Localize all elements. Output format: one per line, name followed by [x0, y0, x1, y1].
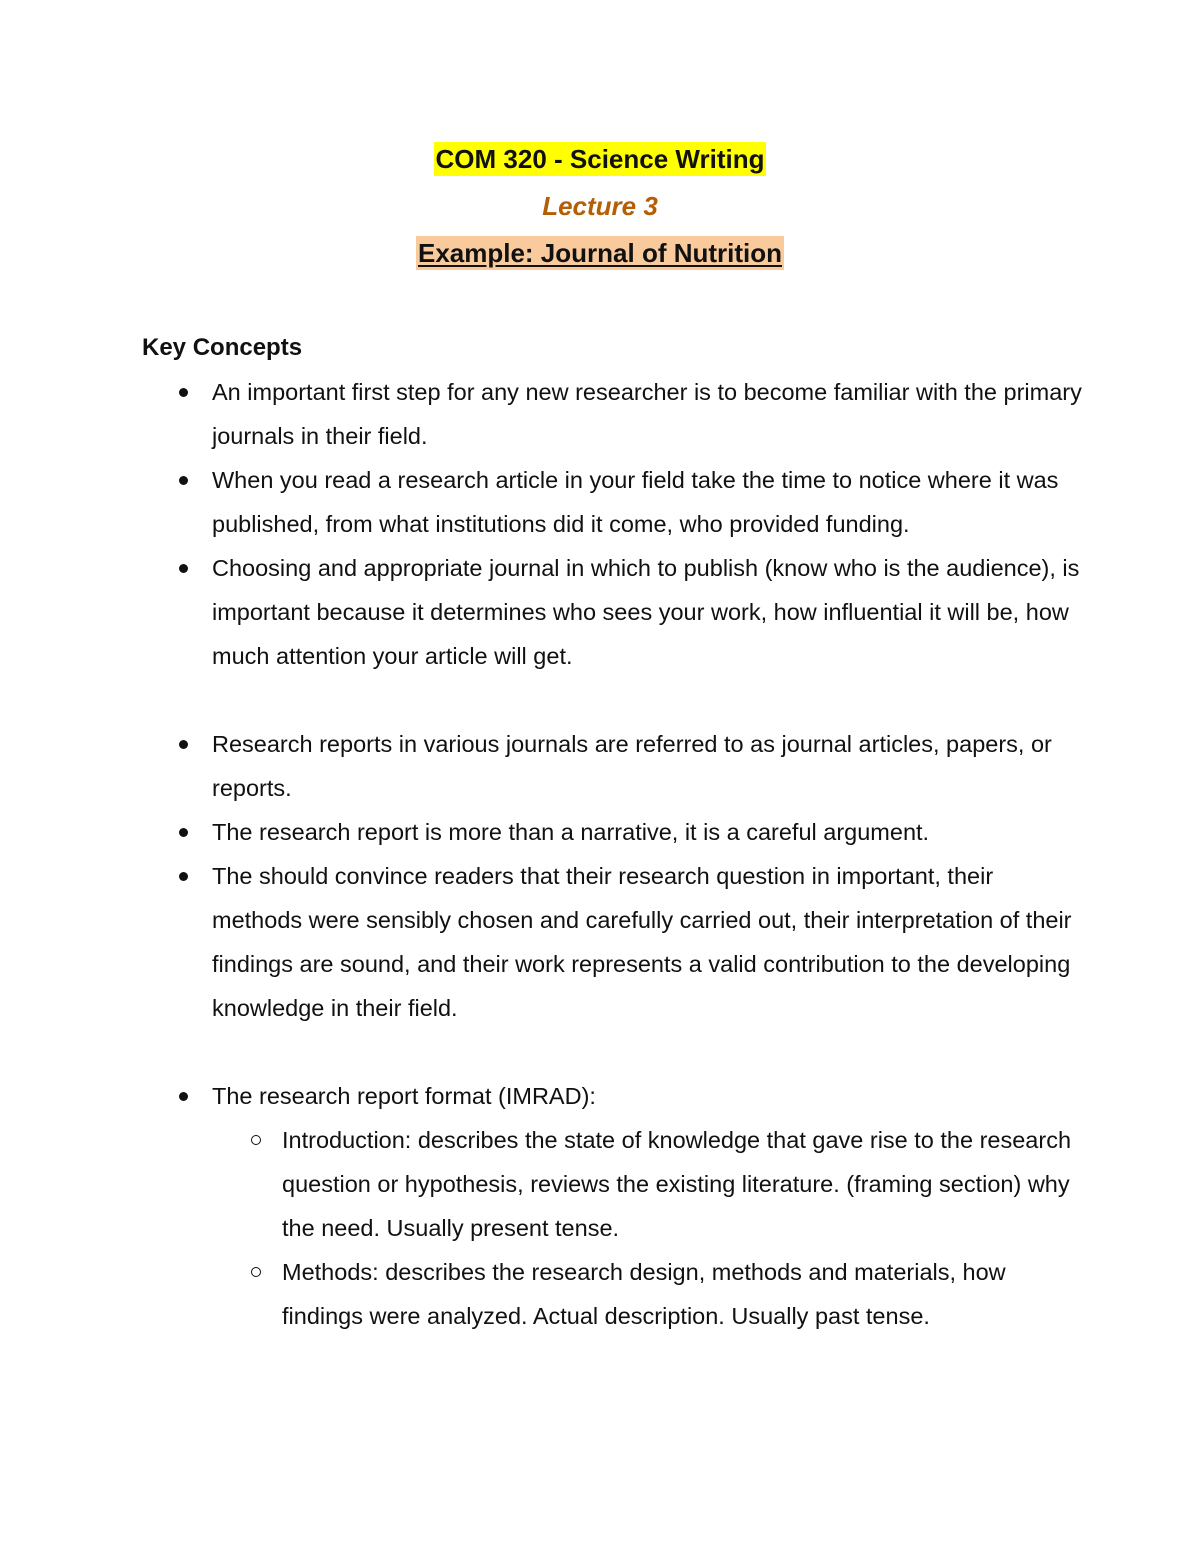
- bullet-icon: [179, 828, 188, 837]
- list-item: [142, 810, 1082, 854]
- list-item-text: When you read a research article in your field take the time to notice where it was published, from what institutions did it come, who provided funding.: [212, 467, 1059, 537]
- bullet-icon: [179, 740, 188, 749]
- sub-list-item-text: Introduction: describes the state of knowledge that gave rise to the research question or hypothesis, reviews the existing literature. (framing section) why the need. Usually present tense.: [282, 1127, 1072, 1241]
- list-item: [142, 546, 1082, 678]
- sub-list-item: [212, 1118, 1082, 1250]
- bullet-list-group-2: [142, 722, 1082, 1030]
- list-item-text: Research reports in various journals are referred to as journal articles, papers, or reports.: [212, 731, 1052, 801]
- paragraph-gap: [142, 1030, 1082, 1074]
- list-item: [142, 1074, 1082, 1338]
- bullet-icon: [179, 476, 188, 485]
- bullet-list-group-3: [142, 1074, 1082, 1338]
- example-title: Example: Journal of Nutrition: [417, 238, 783, 268]
- list-item-text: Choosing and appropriate journal in which to publish (know who is the audience), is important because it determines who sees your work, how influential it will be, how much attention your article will get.: [212, 555, 1080, 669]
- list-item: [142, 370, 1082, 458]
- title-block: [0, 140, 1200, 281]
- bullet-icon: [179, 388, 188, 397]
- sub-list-item: [212, 1250, 1082, 1338]
- list-item-text: The should convince readers that their research question in important, their methods were sensibly chosen and carefully carried out, their interpretation of their findings are sound, and their work represents a valid contribution to the developing knowledge in their field.: [212, 863, 1072, 1021]
- list-item: [142, 458, 1082, 546]
- bullet-icon: [179, 564, 188, 573]
- list-item: [142, 722, 1082, 810]
- sub-bullet-list: [212, 1118, 1082, 1338]
- list-item-text: An important first step for any new researcher is to become familiar with the primary journals in their field.: [212, 379, 1082, 449]
- document-body: [142, 326, 1082, 1338]
- bullet-icon: [179, 872, 188, 881]
- list-item-text: The research report is more than a narrative, it is a careful argument.: [212, 819, 930, 845]
- course-title: COM 320 - Science Writing: [435, 144, 765, 174]
- lecture-label: Lecture 3: [542, 191, 658, 221]
- list-item: [142, 854, 1082, 1030]
- section-heading: Key Concepts: [142, 334, 303, 361]
- bullet-list-group-1: [142, 370, 1082, 678]
- paragraph-gap: [142, 678, 1082, 722]
- bullet-icon: [179, 1092, 188, 1101]
- hollow-bullet-icon: [251, 1135, 261, 1145]
- hollow-bullet-icon: [251, 1267, 261, 1277]
- sub-list-item-text: Methods: describes the research design, methods and materials, how findings were analyzed. Actual description. Usually past tense.: [282, 1259, 1006, 1329]
- list-item-text: The research report format (IMRAD):: [212, 1083, 596, 1109]
